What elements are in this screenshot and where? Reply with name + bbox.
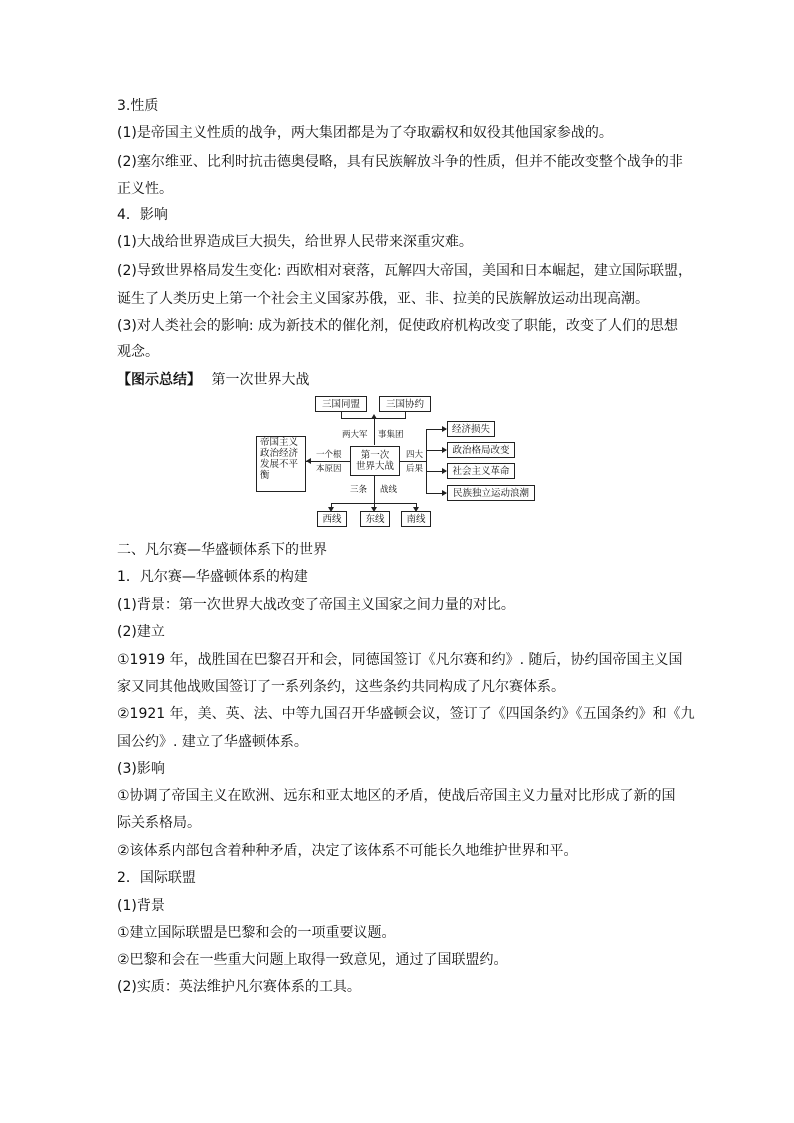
connector [400,461,426,462]
league-background-title: (1)背景 [117,898,165,914]
result-box-socialist-revolution: 社会主义革命 [447,463,515,479]
connector [374,418,375,445]
vw-background: (1)背景：第一次世界大战改变了帝国主义国家之间力量的对比。 [117,597,515,613]
root-cause-line: 发展不平 [260,459,299,470]
root-cause-line: 帝国主义 [260,437,299,448]
diagram-heading [117,371,309,389]
label-front: 战线 [380,485,398,495]
vw-impact-1-line1: ①协调了帝国主义在欧洲、远东和亚太地区的矛盾，使战后帝国主义力量对比形成了新的国 [117,788,676,804]
connector [426,429,427,493]
result-box-economic-loss: 经济损失 [447,421,495,437]
arrow-left-icon [306,458,311,464]
nature-point-2-line2: 正义性。 [117,181,173,197]
section-vw-title: 二、凡尔赛—华盛顿体系下的世界 [117,542,327,558]
section-nature-title: 3.性质 [117,98,159,114]
vw-build-2-line1: ②1921 年，美、英、法、中等九国召开华盛顿会议，签订了《四国条约》《五国条约》和《九 [117,706,695,722]
impact-point-1: (1)大战给世界造成巨大损失，给世界人民带来深重灾难。 [117,234,473,250]
impact-point-3-line2: 观念。 [117,344,159,360]
label-four: 四大 [406,450,424,460]
alliance-box-triple-alliance: 三国同盟 [315,396,367,412]
impact-point-2-line2: 诞生了人类历史上第一个社会主义国家苏俄，亚、非、拉美的民族解放运动出现高潮。 [117,291,649,307]
label-root: 本原因 [316,464,342,474]
label-bloc: 事集团 [378,430,404,440]
league-essence: (2)实质：英法维护凡尔赛体系的工具。 [117,979,361,995]
front-box-south: 南线 [401,511,431,527]
ww1-summary-diagram [250,390,550,532]
vw-impact-title: (3)影响 [117,761,165,777]
diagram-heading-tag: 【图示总结】 [117,372,201,388]
impact-point-3-line1: (3)对人类社会的影响: 成为新技术的催化剂，促使政府机构改变了职能，改变了人们的思想 [117,318,678,334]
diagram-heading-title: 第一次世界大战 [211,372,310,388]
front-box-east: 东线 [360,511,390,527]
result-box-independence-movement: 民族独立运动浪潮 [447,485,535,501]
vw-build-1-line1: ①1919 年，战胜国在巴黎召开和会，同德国签订《凡尔赛和约》. 随后，协约国帝国主义国 [117,652,683,668]
label-two-army: 两大军 [342,430,368,440]
label-one: 一个根 [316,450,342,460]
center-line: 世界大战 [355,461,394,472]
connector [306,461,350,462]
league-background-2: ②巴黎和会在一些重大问题上取得一致意见，通过了国联盟约。 [117,952,508,968]
result-box-political-pattern: 政治格局改变 [447,442,515,458]
impact-point-2-line1: (2)导致世界格局发生变化: 西欧相对衰落，瓦解四大帝国，美国和日本崛起，建立国际联盟， [117,263,692,279]
vw-build-title: (2)建立 [117,624,165,640]
root-cause-line: 政治经济 [260,448,299,459]
league-background-1: ①建立国际联盟是巴黎和会的一项重要议题。 [117,925,396,941]
vw-build-1-line2: 家又同其他战败国签订了一系列条约，这些条约共同构成了凡尔赛体系。 [117,679,565,695]
label-three: 三条 [350,485,368,495]
vw-impact-1-line2: 际关系格局。 [117,815,201,831]
connector [374,476,375,503]
vw-sub-1: 1．凡尔赛—华盛顿体系的构建 [117,569,308,585]
center-box-ww1 [350,446,400,476]
alliance-box-triple-entente: 三国协约 [379,396,431,412]
center-line: 第一次 [360,450,390,461]
root-cause-box [256,436,306,492]
arrow-up-icon [371,414,377,419]
label-result: 后果 [406,464,424,474]
nature-point-2-line1: (2)塞尔维亚、比利时抗击德奥侵略，具有民族解放斗争的性质，但并不能改变整个战争的非 [117,154,683,170]
section-impact-title: 4．影响 [117,207,168,223]
section-league-title: 2．国际联盟 [117,870,196,886]
front-box-west: 西线 [317,511,347,527]
vw-build-2-line2: 国公约》. 建立了华盛顿体系。 [117,734,308,750]
nature-point-1: (1)是帝国主义性质的战争，两大集团都是为了夺取霸权和奴役其他国家参战的。 [117,125,613,141]
root-cause-line: 衡 [260,470,270,481]
vw-impact-2: ②该体系内部包含着种种矛盾，决定了该体系不可能长久地维护世界和平。 [117,843,578,859]
